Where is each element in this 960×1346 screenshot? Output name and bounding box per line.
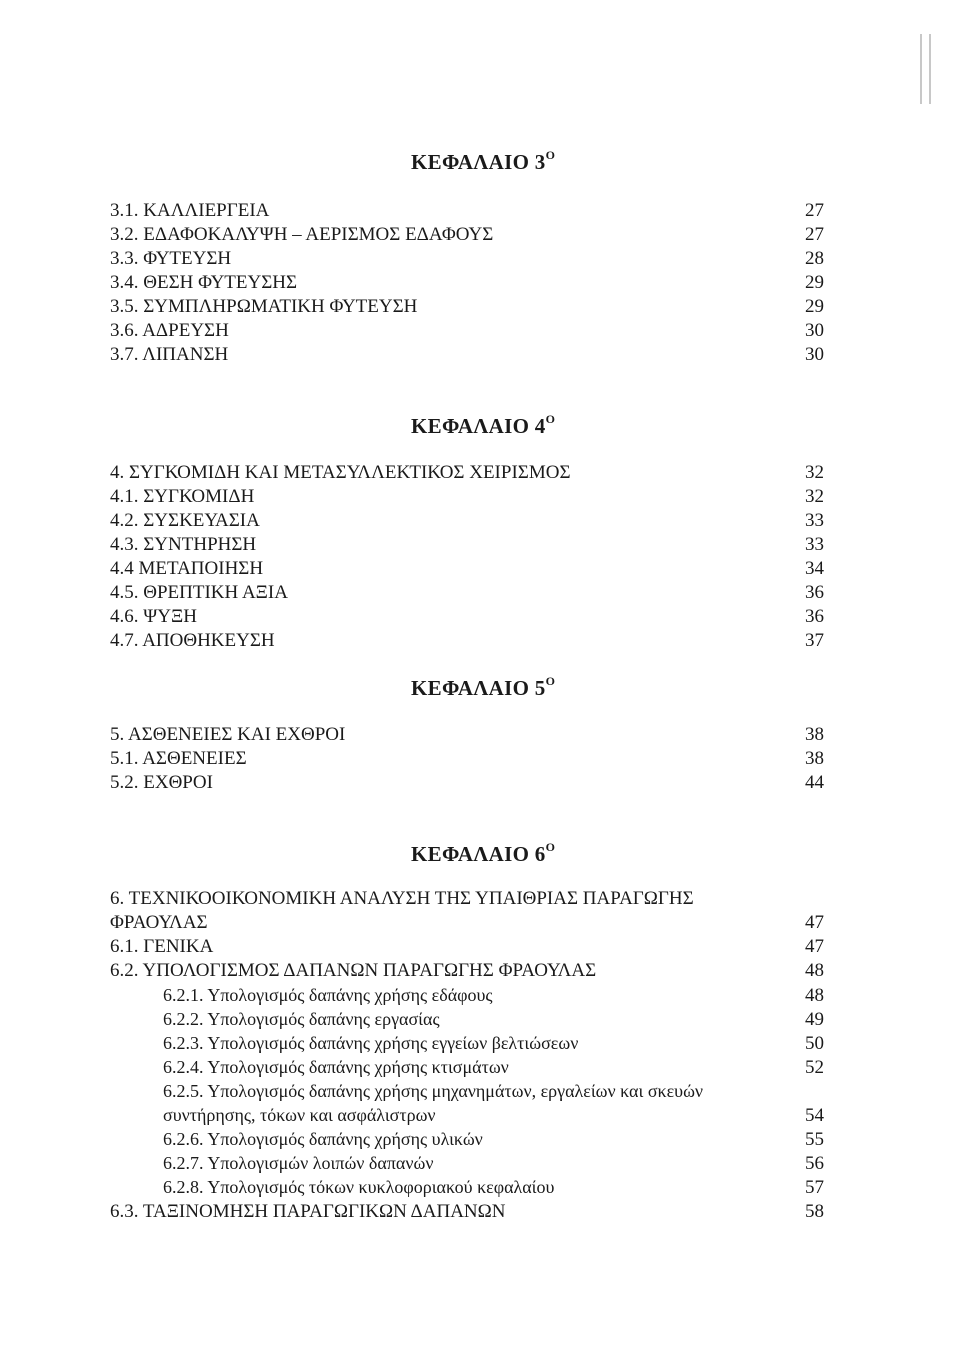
toc-entry-title: 4. ΣΥΓΚΟΜΙΔΗ ΚΑΙ ΜΕΤΑΣΥΛΛΕΚΤΙΚΟΣ ΧΕΙΡΙΣΜΟΣ bbox=[110, 462, 571, 483]
toc-entry-title: 4.3. ΣΥΝΤΗΡΗΣΗ bbox=[110, 534, 257, 555]
toc-entry[interactable] bbox=[110, 888, 824, 912]
toc-entry-title: 6.2.6. Υπολογισμός δαπάνης χρήσης υλικών bbox=[163, 1129, 483, 1149]
chapter-heading: ΚΕΦΑΛΑΙΟ $3^O$ bbox=[411, 148, 556, 174]
toc-entry-title: 3.5. ΣΥΜΠΛΗΡΩΜΑΤΙΚΗ ΦΥΤΕΥΣΗ bbox=[110, 296, 418, 317]
toc-entry[interactable] bbox=[110, 486, 824, 510]
toc-entry-title: 6.2.8. Υπολογισμός τόκων κυκλοφοριακού κεφαλαίου bbox=[163, 1177, 555, 1197]
toc-entry[interactable] bbox=[110, 772, 824, 796]
toc-entry[interactable] bbox=[110, 248, 824, 272]
toc-entry-page: 57 bbox=[805, 1177, 824, 1198]
toc-entry-page: 27 bbox=[805, 200, 824, 221]
chapter-heading: ΚΕΦΑΛΑΙΟ $6^O$ bbox=[411, 840, 556, 866]
toc-entry-title: 5. ΑΣΘΕΝΕΙΕΣ ΚΑΙ ΕΧΘΡΟΙ bbox=[110, 724, 346, 745]
toc-entry-page: 55 bbox=[805, 1129, 824, 1150]
toc-entry-title: 4.6. ΨΥΞΗ bbox=[110, 606, 197, 627]
toc-entry[interactable] bbox=[110, 272, 824, 296]
toc-entry-page: 47 bbox=[805, 936, 824, 957]
toc-subentry[interactable] bbox=[110, 985, 824, 1009]
toc-entry-page: 54 bbox=[805, 1105, 824, 1126]
toc-entry-page: 33 bbox=[805, 534, 824, 555]
toc-subentry[interactable] bbox=[110, 1057, 824, 1081]
toc-entry-title: 3.7. ΛΙΠΑΝΣΗ bbox=[110, 344, 229, 365]
toc-entry-page: 29 bbox=[805, 272, 824, 293]
toc-entry[interactable] bbox=[110, 296, 824, 320]
toc-entry[interactable] bbox=[110, 510, 824, 534]
scan-edge-mark bbox=[920, 34, 922, 104]
toc-entry-page: 50 bbox=[805, 1033, 824, 1054]
toc-entry-page: 37 bbox=[805, 630, 824, 651]
toc-entry[interactable] bbox=[110, 200, 824, 224]
toc-entry-page: 34 bbox=[805, 558, 824, 579]
toc-entry-page: 36 bbox=[805, 582, 824, 603]
toc-entry-title: 6.3. ΤΑΞΙΝΟΜΗΣΗ ΠΑΡΑΓΩΓΙΚΩΝ ΔΑΠΑΝΩΝ bbox=[110, 1201, 506, 1222]
toc-entry-page: 30 bbox=[805, 344, 824, 365]
toc-subentry[interactable] bbox=[110, 1177, 824, 1201]
toc-entry[interactable] bbox=[110, 1201, 824, 1225]
toc-entry-page: 30 bbox=[805, 320, 824, 341]
toc-entry[interactable] bbox=[110, 534, 824, 558]
toc-entry-page: 56 bbox=[805, 1153, 824, 1174]
toc-entry-title: 6.2.7. Υπολογισμών λοιπών δαπανών bbox=[163, 1153, 434, 1173]
toc-entry[interactable] bbox=[110, 582, 824, 606]
toc-entry-page: 44 bbox=[805, 772, 824, 793]
toc-subentry[interactable] bbox=[110, 1033, 824, 1057]
toc-entry-title: 4.2. ΣΥΣΚΕΥΑΣΙΑ bbox=[110, 510, 260, 531]
toc-entry-page: 28 bbox=[805, 248, 824, 269]
toc-entry-page: 36 bbox=[805, 606, 824, 627]
toc-entry-title: συντήρησης, τόκων και ασφάλιστρων bbox=[163, 1105, 436, 1125]
toc-entry-page: 32 bbox=[805, 462, 824, 483]
toc-entry-title: 3.3. ΦΥΤΕΥΣΗ bbox=[110, 248, 232, 269]
toc-entry-page: 52 bbox=[805, 1057, 824, 1078]
toc-entry-title: 6.2.3. Υπολογισμός δαπάνης χρήσης εγγείων βελτιώσεων bbox=[163, 1033, 579, 1053]
toc-subentry[interactable] bbox=[110, 1009, 824, 1033]
toc-entry-page: 38 bbox=[805, 724, 824, 745]
toc-entry-title: 3.1. ΚΑΛΛΙΕΡΓΕΙΑ bbox=[110, 200, 270, 221]
toc-entry-title: 5.2. ΕΧΘΡΟΙ bbox=[110, 772, 213, 793]
toc-entry-title: 5.1. ΑΣΘΕΝΕΙΕΣ bbox=[110, 748, 247, 769]
toc-entry[interactable] bbox=[110, 320, 824, 344]
toc-entry-page: 33 bbox=[805, 510, 824, 531]
toc-entry-title: 4.4 ΜΕΤΑΠΟΙΗΣΗ bbox=[110, 558, 264, 579]
toc-entry[interactable] bbox=[110, 630, 824, 654]
toc-entry[interactable] bbox=[110, 558, 824, 582]
toc-subentry[interactable] bbox=[110, 1129, 824, 1153]
chapter-heading: ΚΕΦΑΛΑΙΟ $4^O$ bbox=[411, 412, 556, 438]
toc-entry[interactable] bbox=[110, 960, 824, 984]
toc-entry-page: 58 bbox=[805, 1201, 824, 1222]
toc-entry-page: 48 bbox=[805, 985, 824, 1006]
toc-entry[interactable] bbox=[110, 224, 824, 248]
toc-entry-title: 6. ΤΕΧΝΙΚΟΟΙΚΟΝΟΜΙΚΗ ΑΝΑΛΥΣΗ ΤΗΣ ΥΠΑΙΘΡΙΑΣ ΠΑΡΑΓΩΓΗΣ bbox=[110, 888, 694, 909]
toc-entry-page: 27 bbox=[805, 224, 824, 245]
toc-entry-title: 6.2.4. Υπολογισμός δαπάνης χρήσης κτισμάτων bbox=[163, 1057, 509, 1077]
toc-entry-page: 49 bbox=[805, 1009, 824, 1030]
toc-entry-title: 3.4. ΘΕΣΗ ΦΥΤΕΥΣΗΣ bbox=[110, 272, 298, 293]
toc-entry-page: 29 bbox=[805, 296, 824, 317]
toc-entry-title: 4.7. ΑΠΟΘΗΚΕΥΣΗ bbox=[110, 630, 275, 651]
toc-subentry-continuation[interactable] bbox=[110, 1105, 824, 1129]
toc-entry-title: ΦΡΑΟΥΛΑΣ bbox=[110, 912, 208, 933]
toc-entry-title: 4.5. ΘΡΕΠΤΙΚΗ ΑΞΙΑ bbox=[110, 582, 288, 603]
toc-entry-title: 6.1. ΓΕΝΙΚΑ bbox=[110, 936, 214, 957]
chapter-heading: ΚΕΦΑΛΑΙΟ $5^O$ bbox=[411, 674, 556, 700]
toc-entry-title: 4.1. ΣΥΓΚΟΜΙΔΗ bbox=[110, 486, 255, 507]
toc-entry-title: 3.2. ΕΔΑΦΟΚΑΛΥΨΗ – ΑΕΡΙΣΜΟΣ ΕΔΑΦΟΥΣ bbox=[110, 224, 494, 245]
toc-subentry[interactable] bbox=[110, 1081, 824, 1105]
toc-entry[interactable] bbox=[110, 724, 824, 748]
toc-entry[interactable] bbox=[110, 606, 824, 630]
toc-entry[interactable] bbox=[110, 344, 824, 368]
toc-entry-page: 48 bbox=[805, 960, 824, 981]
toc-entry-title: 3.6. ΑΔΡΕΥΣΗ bbox=[110, 320, 229, 341]
toc-entry-title: 6.2.1. Υπολογισμός δαπάνης χρήσης εδάφους bbox=[163, 985, 493, 1005]
toc-entry[interactable] bbox=[110, 748, 824, 772]
toc-entry[interactable] bbox=[110, 936, 824, 960]
toc-subentry[interactable] bbox=[110, 1153, 824, 1177]
toc-entry-title: 6.2.5. Υπολογισμός δαπάνης χρήσης μηχανημάτων, εργαλείων και σκευών bbox=[163, 1081, 704, 1101]
toc-entry-page: 32 bbox=[805, 486, 824, 507]
toc-entry-title: 6.2.2. Υπολογισμός δαπάνης εργασίας bbox=[163, 1009, 440, 1029]
scan-edge-mark bbox=[929, 34, 931, 104]
toc-entry[interactable] bbox=[110, 912, 824, 936]
toc-entry-title: 6.2. ΥΠΟΛΟΓΙΣΜΟΣ ΔΑΠΑΝΩΝ ΠΑΡΑΓΩΓΗΣ ΦΡΑΟΥΛΑΣ bbox=[110, 960, 597, 981]
toc-entry-page: 38 bbox=[805, 748, 824, 769]
toc-entry-page: 47 bbox=[805, 912, 824, 933]
toc-entry[interactable] bbox=[110, 462, 824, 486]
